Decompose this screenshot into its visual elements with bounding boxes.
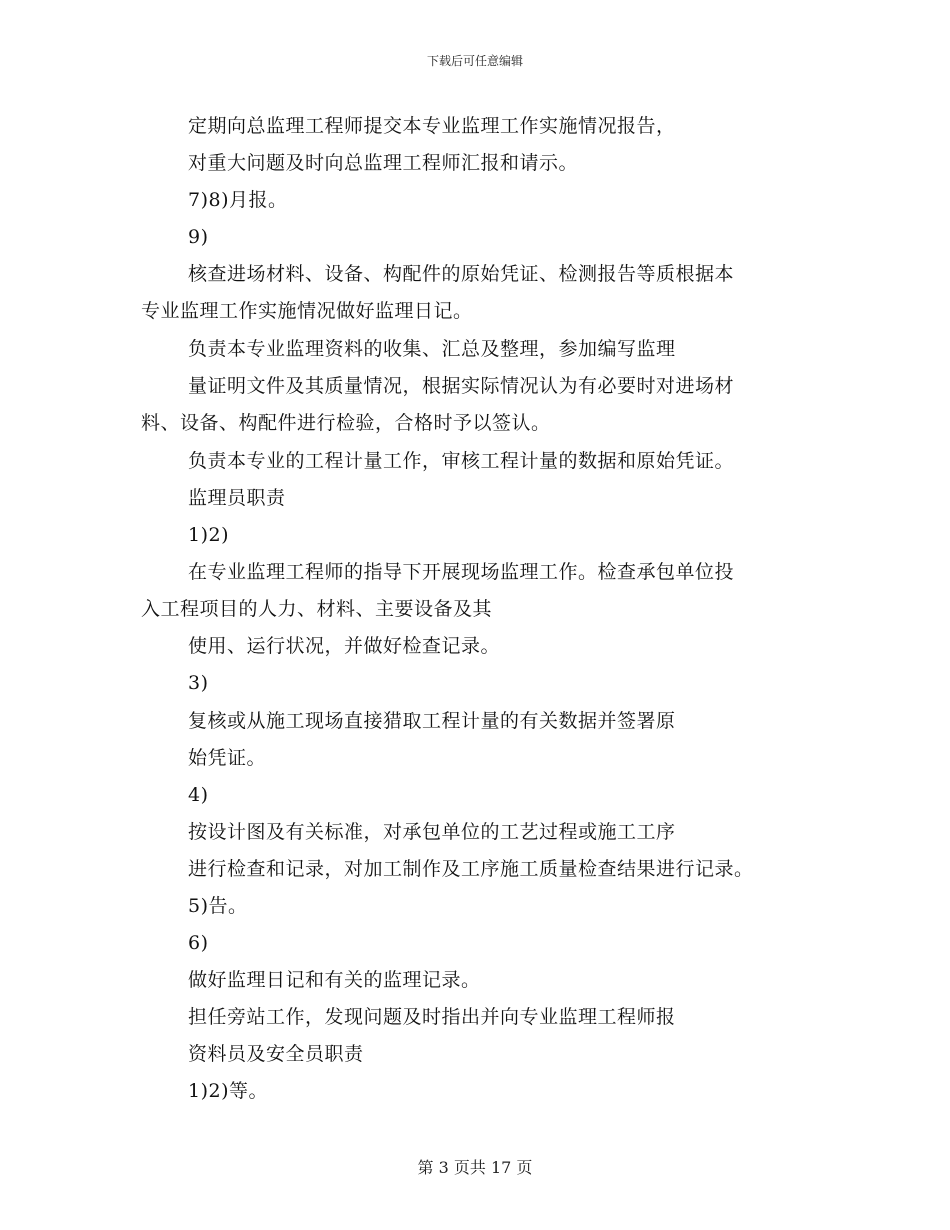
- text-line: 1)2)等。: [188, 1080, 269, 1102]
- text-line: 始凭证。: [188, 747, 267, 769]
- text-line: 在专业监理工程师的指导下开展现场监理工作。检查承包单位投: [188, 561, 735, 583]
- section-heading: 监理员职责: [188, 487, 286, 509]
- page-header: 下载后可任意编辑: [426, 54, 523, 68]
- section-heading: 资料员及安全员职责: [188, 1043, 364, 1065]
- text-line: 按设计图及有关标准，对承包单位的工艺过程或施工工序: [188, 821, 676, 843]
- text-line: 量证明文件及其质量情况，根据实际情况认为有必要时对进场材: [188, 375, 735, 397]
- text-line: 3): [188, 672, 209, 694]
- text-line: 1)2): [188, 524, 230, 546]
- page-footer: 第 3 页共 17 页: [417, 1158, 533, 1177]
- text-line: 5)告。: [188, 895, 248, 917]
- text-line: 进行检查和记录，对加工制作及工序施工质量检查结果进行记录。: [188, 858, 754, 880]
- text-line: 复核或从施工现场直接猎取工程计量的有关数据并签署原: [188, 710, 676, 732]
- text-line: 负责本专业监理资料的收集、汇总及整理，参加编写监理: [188, 338, 676, 360]
- text-line: 9): [188, 226, 209, 248]
- text-line: 定期向总监理工程师提交本专业监理工作实施情况报告，: [188, 115, 676, 137]
- text-line: 使用、运行状况，并做好检查记录。: [188, 635, 501, 657]
- text-line: 入工程项目的人力、材料、主要设备及其: [141, 598, 493, 620]
- text-line: 核查进场材料、设备、构配件的原始凭证、检测报告等质根据本: [188, 263, 735, 285]
- text-line: 6): [188, 932, 209, 954]
- text-line: 负责本专业的工程计量工作，审核工程计量的数据和原始凭证。: [188, 450, 735, 472]
- text-line: 专业监理工作实施情况做好监理日记。: [141, 300, 473, 322]
- text-line: 对重大问题及时向总监理工程师汇报和请示。: [188, 152, 579, 174]
- text-line: 7)8)月报。: [188, 189, 288, 211]
- text-line: 做好监理日记和有关的监理记录。: [188, 969, 481, 991]
- text-line: 4): [188, 784, 209, 806]
- text-line: 担任旁站工作，发现问题及时指出并向专业监理工程师报: [188, 1006, 676, 1028]
- text-line: 料、设备、构配件进行检验，合格时予以签认。: [141, 412, 551, 434]
